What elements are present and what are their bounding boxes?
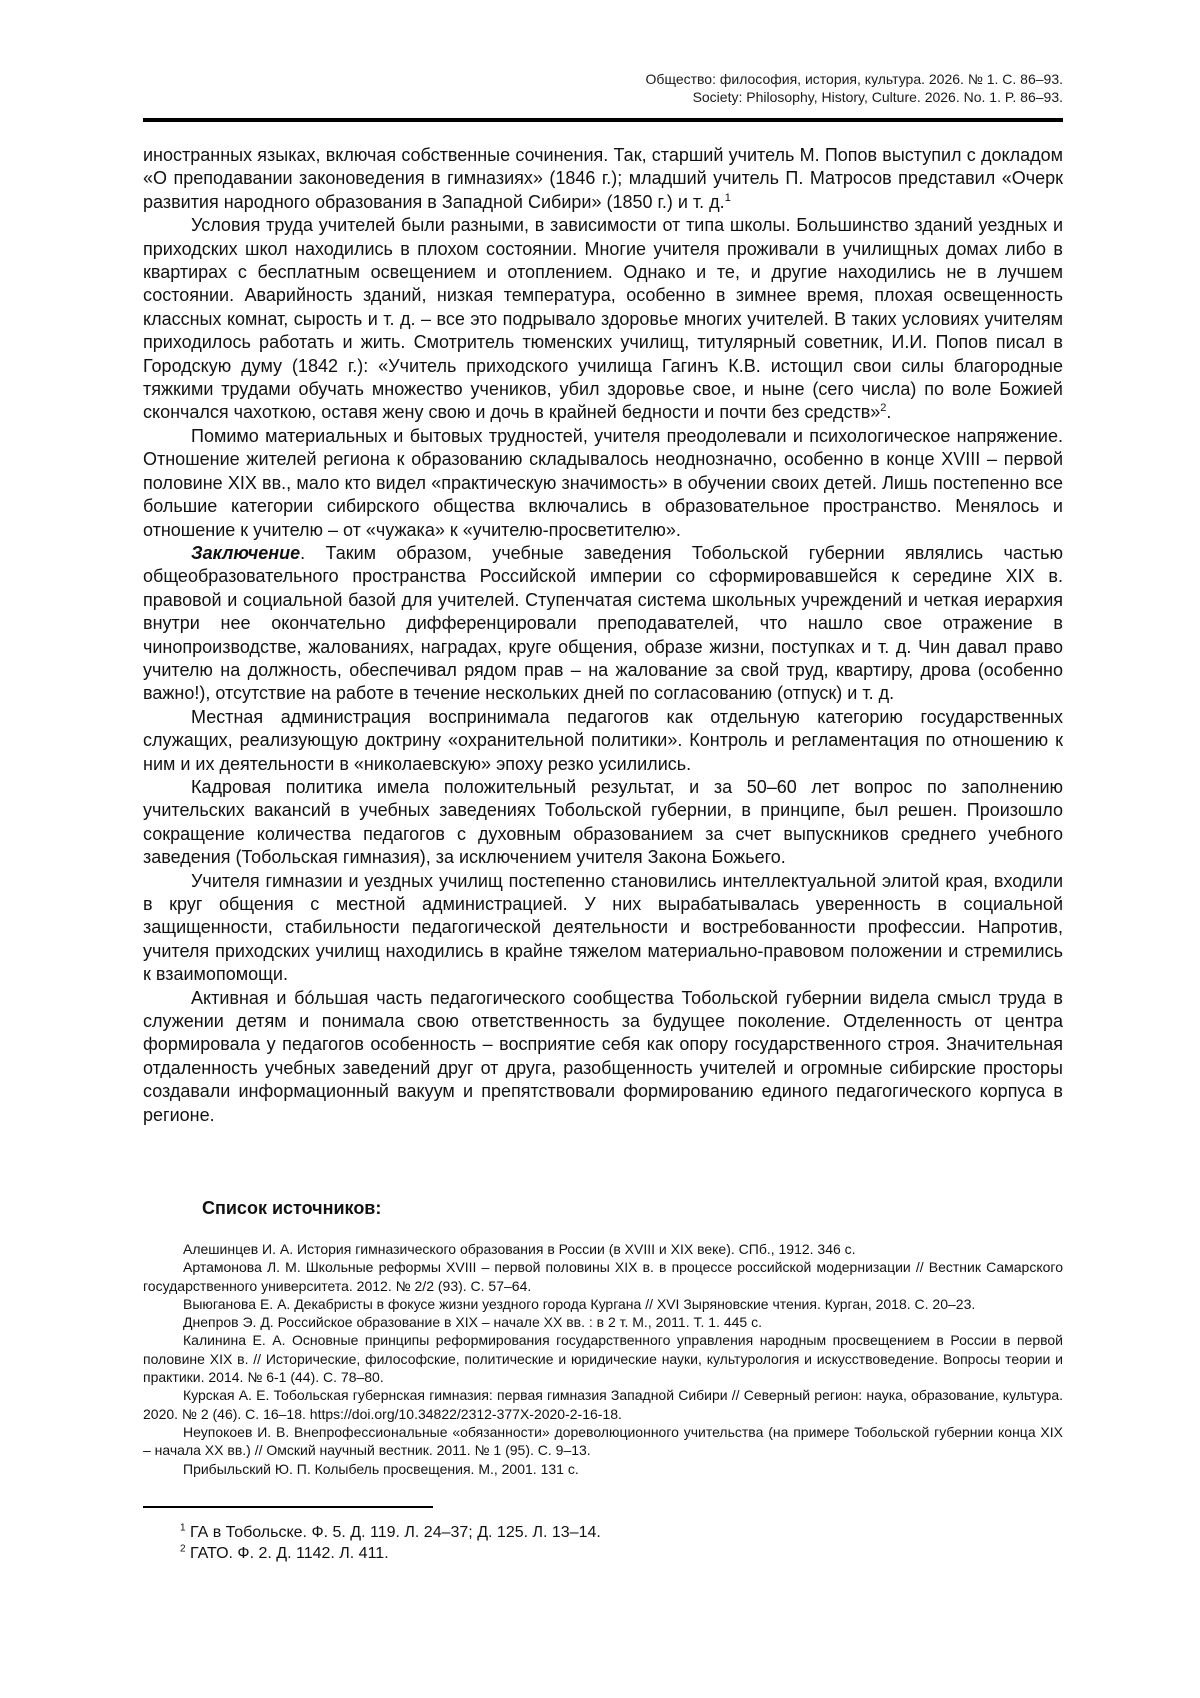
conclusion-heading: Заключение	[191, 542, 301, 563]
paragraph	[143, 542, 1063, 706]
reference-item: Выюганова Е. А. Декабристы в фокусе жизни уездного города Кургана // XVI Зыряновские чтения. Курган, 2018. С. 20–23.	[183, 1295, 976, 1312]
footnote-text: ГАТО. Ф. 2. Д. 1142. Л. 411.	[190, 1545, 389, 1562]
header-rule	[143, 118, 1063, 122]
paragraph: Активная и бóльшая часть педагогического сообщества Тобольской губернии видела смысл труда в служении детям и понимала свою ответственность за будущее поколение. Отделенность от центра формировала у педагогов особенность – восприятие себя как опору государственного строя. Значительная отдаленность учебных заведений друг от друга, разобщенность учителей и огромные сибирские просторы создавали информационный вакуум и препятствовали формированию единого педагогического корпуса в регионе.	[143, 987, 1063, 1125]
paragraph: Помимо материальных и бытовых трудностей, учителя преодолевали и психологическое напряжение. Отношение жителей региона к образованию складывалось неоднозначно, особенно в конце XVIII – первой половине XIX вв., мало кто видел «практическую значимость» в обучении своих детей. Лишь постепенно все большие категории сибирского общества включались в образовательное пространство. Менялось и отношение к учителю – от «чужака» к «учителю-просветителю».	[143, 425, 1063, 540]
paragraph: Кадровая политика имела положительный результат, и за 50–60 лет вопрос по заполнению учительских вакансий в учебных заведениях Тобольской губернии, в принципе, был решен. Произошло сокращение количества педагогов с духовным образованием за счет выпускников среднего учебного заведения (Тобольская гимназия), за исключением учителя Закона Божьего.	[143, 776, 1063, 868]
article-body	[143, 144, 1063, 1127]
reference-item: Алешинцев И. А. История гимназического образования в России (в XVIII и XIX веке). СПб., 1912. 346 с.	[183, 1241, 856, 1257]
reference-item: Курская А. Е. Тобольская губернская гимназия: первая гимназия Западной Сибири // Северный регион: наука, образование, культура. 2020. № 2 (46). С. 16–18. https://doi.org/10.34822/2312-377X-2020-2-16-18.	[143, 1387, 1063, 1422]
reference-item: Артамонова Л. М. Школьные реформы XVIII – первой половины XIX в. в процессе российской модернизации // Вестник Самарского государственного университета. 2012. № 2/2 (93). С. 57–64.	[143, 1259, 1063, 1294]
footnote	[180, 1522, 601, 1543]
running-header	[143, 70, 1063, 106]
reference-item: Днепров Э. Д. Российское образование в XIX – начале XX вв. : в 2 т. М., 2011. Т. 1. 445 с.	[183, 1314, 762, 1331]
footnote-text: ГА в Тобольске. Ф. 5. Д. 119. Л. 24–37; Д. 125. Л. 13–14.	[190, 1524, 601, 1541]
footnote-number: 2	[180, 1543, 186, 1555]
footnote-ref[interactable]: 2	[880, 402, 887, 415]
paragraph	[143, 144, 1063, 214]
header-citation-en: Society: Philosophy, History, Culture. 2026. No. 1. P. 86–93.	[692, 89, 1063, 105]
header-citation-ru: Общество: философия, история, культура. 2026. № 1. С. 86–93.	[645, 71, 1063, 87]
paragraph: Учителя гимназии и уездных училищ постепенно становились интеллектуальной элитой края, входили в круг общения с местной администрацией. У них вырабатывалась уверенность в социальной защищенности, стабильности педагогической деятельности и востребованности профессии. Напротив, учителя приходских училищ находились в крайне тяжелом материально-правовом положении и стремились к взаимопомощи.	[143, 870, 1063, 985]
footnote-number: 1	[180, 1522, 186, 1534]
footnote-separator	[143, 1506, 433, 1508]
footnote-ref[interactable]: 1	[724, 191, 731, 204]
reference-item: Прибыльский Ю. П. Колыбель просвещения. М., 2001. 131 с.	[183, 1460, 579, 1477]
paragraph-text: Условия труда учителей были разными, в зависимости от типа школы. Большинство зданий уездных и приходских школ находились в плохом состоянии. Многие учителя проживали в училищных домах либо в квартирах с бесплатным освещением и отоплением. Однако и те, и другие находились не в лучшем состоянии. Аварийность зданий, низкая температура, особенно в зимнее время, плохая освещенность классных комнат, сырость и т. д. – все это подрывало здоровье многих учителей. В таких условиях учителям приходилось работать и жить. Смотритель тюменских училищ, титулярный советник, И.И. Попов писал в Городскую думу (1842 г.): «Учитель приходского училища Гагинъ К.В. истощил свои силы благородные тяжкими трудами обучать множество учеников, убил здоровье свое, и ныне (сего числа) по воле Божией скончался чахоткою, оставя жену свою и дочь в крайней бедности и почти без средств»	[143, 215, 1063, 423]
paragraph	[143, 214, 1063, 425]
paragraph-tail: .	[886, 402, 892, 423]
reference-item: Неупокоев И. В. Внепрофессиональные «обязанности» дореволюционного учительства (на примере Тобольской губернии конца XIX – начала XX вв.) // Омский научный вестник. 2011. № 1 (95). С. 9–13.	[143, 1423, 1063, 1459]
paragraph-text: иностранных языках, включая собственные сочинения. Так, старший учитель М. Попов выступил с докладом «О преподавании законоведения в гимназиях» (1846 г.); младший учитель П. Матросов представил «Очерк развития народного образования в Западной Сибири» (1850 г.) и т. д.	[143, 145, 1063, 212]
footnotes	[180, 1522, 601, 1564]
paragraph-text: . Таким образом, учебные заведения Тобольской губернии являлись частью общеобразовательного пространства Российской империи со сформировавшейся к середине XIX в. правовой и социальной базой для учителей. Ступенчатая система школьных учреждений и четкая иерархия внутри нее окончательно дифференцировали преподавателей, что нашло свое отражение в чинопроизводстве, жалованиях, наградах, круге общения, образе жизни, поступках и т. д. Чин давал право учителю на должность, обеспечивал рядом прав – на жалование за свой труд, квартиру, дрова (особенно важно!), отсутствие на работе в течение нескольких дней по согласованию (отпуск) и т. д.	[143, 542, 1063, 704]
references-title: Список источников:	[202, 1198, 382, 1218]
paragraph: Местная администрация воспринимала педагогов как отдельную категорию государственных служащих, реализующую доктрину «охранительной политики». Контроль и регламентация по отношению к ним и их деятельности в «николаевскую» эпоху резко усилились.	[143, 706, 1063, 774]
reference-item: Калинина Е. А. Основные принципы реформирования государственного управления народным просвещением в России в первой половине XIX в. // Исторические, философские, политические и юридические науки, культурология и искусствоведение. Вопросы теории и практики. 2014. № 6-1 (44). С. 78–80.	[143, 1332, 1063, 1386]
references-list	[143, 1240, 1063, 1478]
footnote	[180, 1543, 601, 1564]
